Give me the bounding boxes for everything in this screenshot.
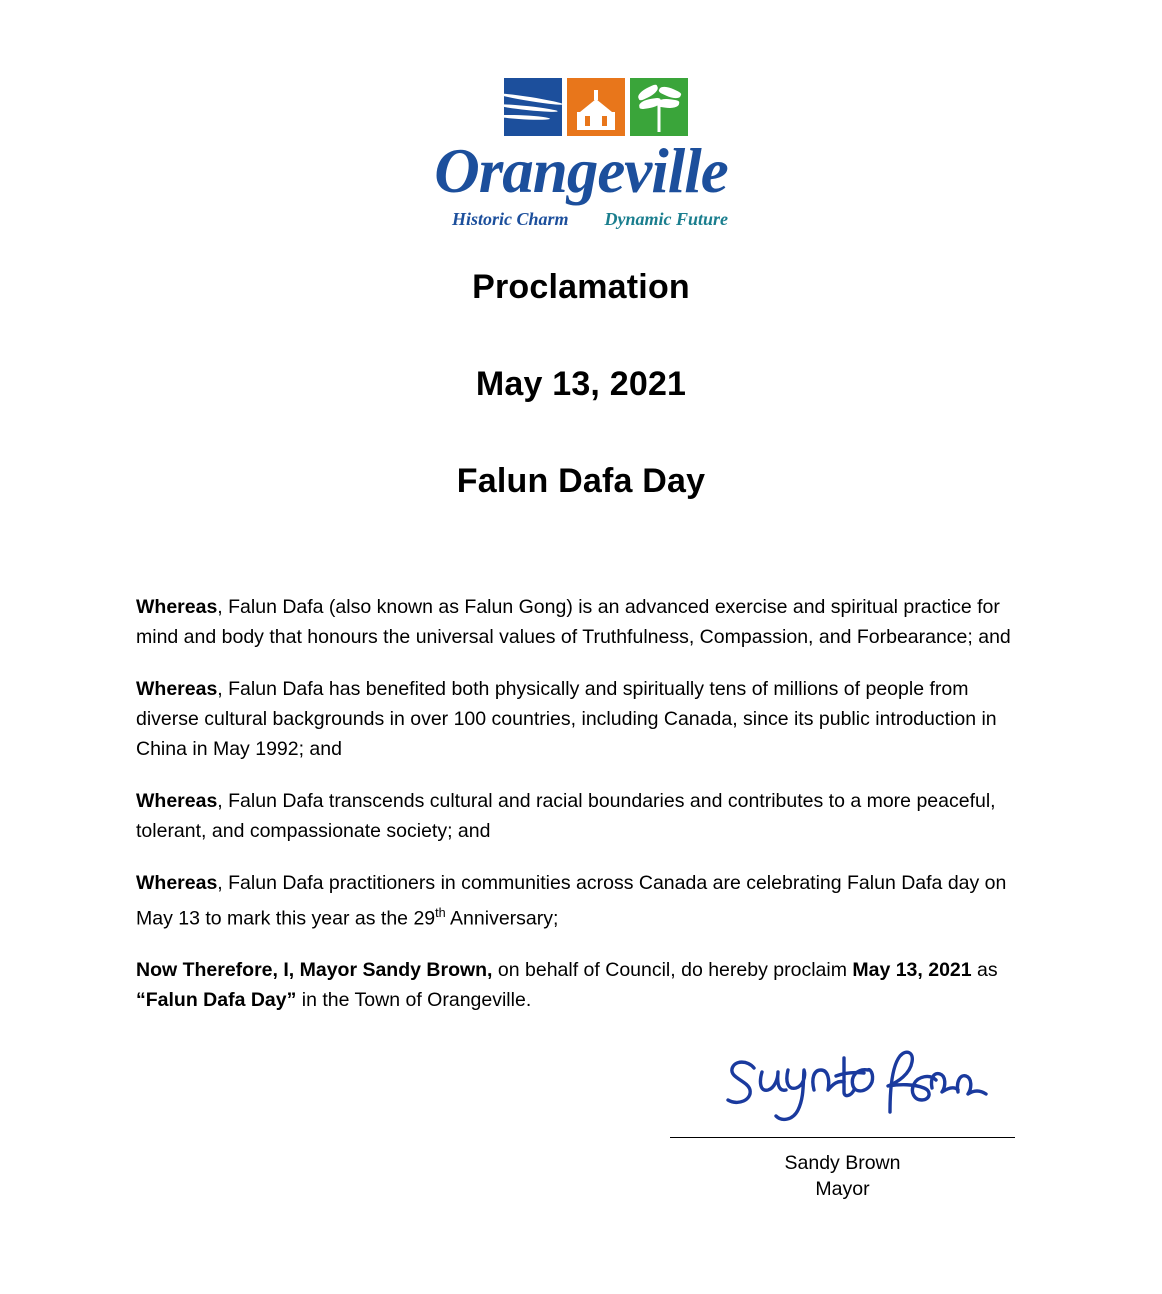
closing-as: as [971,959,998,981]
whereas-text-3: , Falun Dafa transcends cultural and racial boundaries and contributes to a more peaceful, tolerant, and compassionate society; and [136,789,996,842]
signature-line [670,1137,1015,1138]
proclamation-subject: Falun Dafa Day [456,462,706,500]
logo-tagline [452,209,728,230]
whereas-paragraph-3 [136,786,1036,846]
whereas-paragraph-2 [136,674,1036,764]
closing-paragraph [136,955,1036,1015]
whereas-text-4b: Anniversary; [445,907,559,929]
logo-wordmark: Orangeville [434,136,728,206]
logo-tile-tree-icon [630,78,688,136]
whereas-lead-4: Whereas [136,871,218,894]
town-logo [0,78,1162,230]
logo-tile-waves-icon [504,78,562,136]
whereas-text-1: , Falun Dafa (also known as Falun Gong) is an advanced exercise and spiritual practice for mind and body that honours the universal values of Truthfulness, Compassion, and Forbearance; and [136,595,1011,648]
document-heading [0,268,1162,501]
closing-lead: Now Therefore, I, Mayor Sandy Brown, [136,959,493,981]
signatory-name: Sandy Brown [784,1152,901,1174]
signature-block [670,1040,1015,1202]
logo-tile-townhall-icon [567,78,625,136]
whereas-lead-1: Whereas [136,595,218,618]
whereas-paragraph-4 [136,868,1036,934]
whereas-text-2: , Falun Dafa has benefited both physically and spiritually tens of millions of people from diverse cultural backgrounds in over 100 countries, including Canada, since its public introduction in China in May 1992; and [136,677,997,760]
whereas-text-4a: , Falun Dafa practitioners in communities across Canada are celebrating Falun Dafa day on May 13 to mark this year as the 29 [136,871,1007,929]
signatory-role: Mayor [815,1178,870,1200]
signature-image [718,1040,988,1135]
logo-tagline-right: Dynamic Future [604,209,729,229]
whereas-lead-2: Whereas [136,677,218,700]
whereas-paragraph-1 [136,592,1036,652]
whereas-lead-3: Whereas [136,789,218,812]
page-title: Proclamation [472,268,690,306]
closing-date: May 13, 2021 [852,959,972,981]
closing-quoted-day: “Falun Dafa Day” [136,989,297,1011]
proclamation-date: May 13, 2021 [475,365,687,403]
closing-mid: on behalf of Council, do hereby proclaim [492,959,853,981]
logo-tagline-left: Historic Charm [451,209,569,229]
document-body [136,572,1036,1015]
closing-tail: in the Town of Orangeville. [296,989,532,1011]
anniversary-ordinal-suffix: th [435,905,446,920]
logo-tiles [504,78,688,136]
